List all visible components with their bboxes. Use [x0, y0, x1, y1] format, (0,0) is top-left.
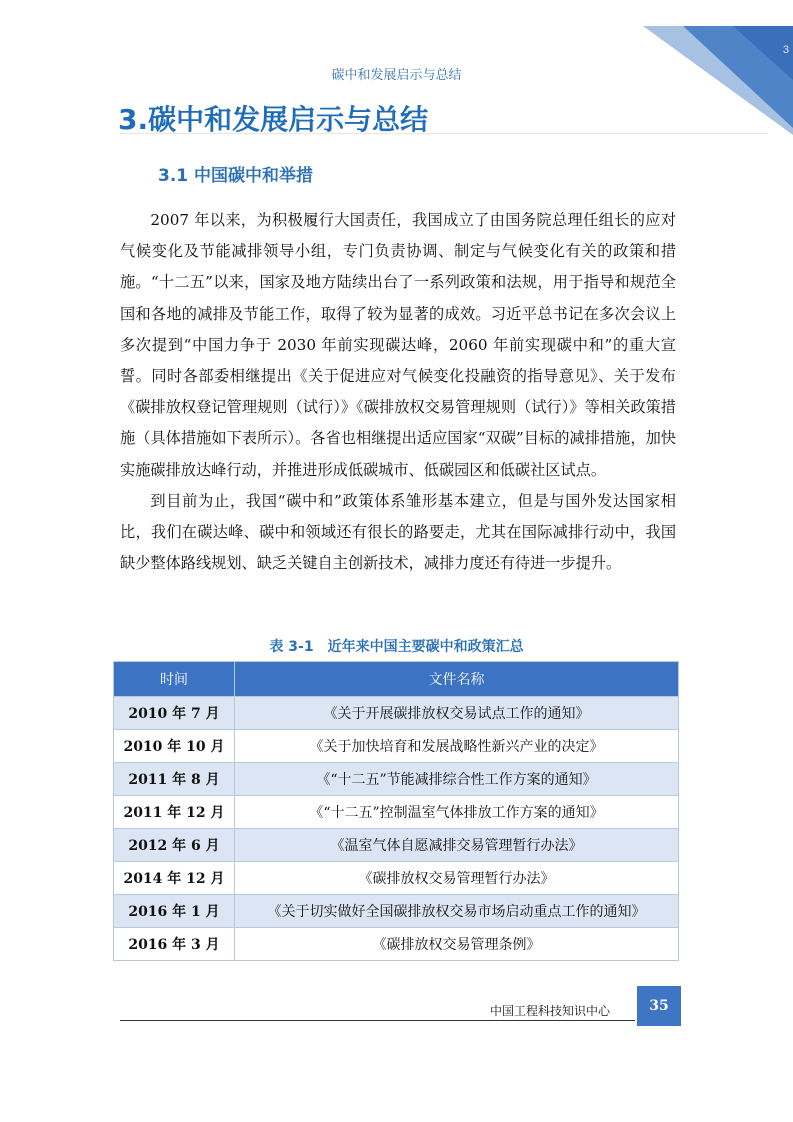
- row-date: 2012 年 6 月: [114, 829, 235, 862]
- row-date: 2010 年 7 月: [114, 697, 235, 730]
- row-date: 2016 年 3 月: [114, 928, 235, 961]
- table-row: [114, 697, 679, 730]
- table-row: [114, 829, 679, 862]
- row-title: 《温室气体自愿减排交易管理暂行办法》: [235, 829, 679, 862]
- paragraph: 2007 年以来，为积极履行大国责任，我国成立了由国务院总理任组长的应对气候变化及节能减排领导小组，专门负责协调、制定与气候变化有关的政策和措施。“十二五”以来，国家及地方陆续出台了一系列政策和法规，用于指导和规范全国和各地的减排及节能工作，取得了较为显著的成效。习近平总书记在多次会议上多次提到“中国力争于 2030 年前实现碳达峰，2060 年前实现碳中和”的重大宣誓。同时各部委相继提出《关于促进应对气候变化投融资的指导意见》、关于发布《碳排放权登记管理规则（试行）》《碳排放权交易管理规则（试行）》等相关政策措施（具体措施如下表所示）。各省也相继提出适应国家“双碳”目标的减排措施，加快实施碳排放达峰行动，并推进形成低碳城市、低碳园区和低碳社区试点。: [120, 211, 676, 479]
- body-text: [120, 205, 676, 579]
- row-date: 2016 年 1 月: [114, 895, 235, 928]
- row-date: 2011 年 12 月: [114, 796, 235, 829]
- row-title: 《关于加快培育和发展战略性新兴产业的决定》: [235, 730, 679, 763]
- table-row: [114, 862, 679, 895]
- row-title: 《碳排放权交易管理条例》: [235, 928, 679, 961]
- row-title: 《关于切实做好全国碳排放权交易市场启动重点工作的通知》: [235, 895, 679, 928]
- table-caption: 表 3-1 近年来中国主要碳中和政策汇总: [269, 639, 524, 655]
- table-row: [114, 796, 679, 829]
- column-header-title: 文件名称: [235, 662, 679, 697]
- row-date: 2011 年 8 月: [114, 763, 235, 796]
- page-number: 35: [637, 986, 681, 1026]
- table-row: [114, 928, 679, 961]
- row-date: 2014 年 12 月: [114, 862, 235, 895]
- table-row: [114, 730, 679, 763]
- row-title: 《碳排放权交易管理暂行办法》: [235, 862, 679, 895]
- column-header-date: 时间: [114, 662, 235, 697]
- footer-publisher: 中国工程科技知识中心: [490, 1004, 611, 1018]
- table-row: [114, 763, 679, 796]
- running-header: 碳中和发展启示与总结: [331, 68, 462, 83]
- footer-divider: [120, 1020, 635, 1021]
- section-title: 3.1 中国碳中和举措: [158, 166, 314, 186]
- row-title: 《“十二五”控制温室气体排放工作方案的通知》: [235, 796, 679, 829]
- table-row: [114, 895, 679, 928]
- row-date: 2010 年 10 月: [114, 730, 235, 763]
- row-title: 《关于开展碳排放权交易试点工作的通知》: [235, 697, 679, 730]
- paragraph: 到目前为止，我国“碳中和”政策体系雏形基本建立，但是与国外发达国家相比，我们在碳达峰、碳中和领域还有很长的路要走，尤其在国际减排行动中，我国缺少整体路线规划、缺乏关键自主创新技术，减排力度还有待进一步提升。: [120, 491, 676, 573]
- chapter-title: 3.碳中和发展启示与总结: [118, 103, 429, 136]
- policy-table: [113, 661, 679, 961]
- corner-page-number: 3: [782, 44, 789, 56]
- row-title: 《“十二五”节能减排综合性工作方案的通知》: [235, 763, 679, 796]
- table-header-row: [114, 662, 679, 697]
